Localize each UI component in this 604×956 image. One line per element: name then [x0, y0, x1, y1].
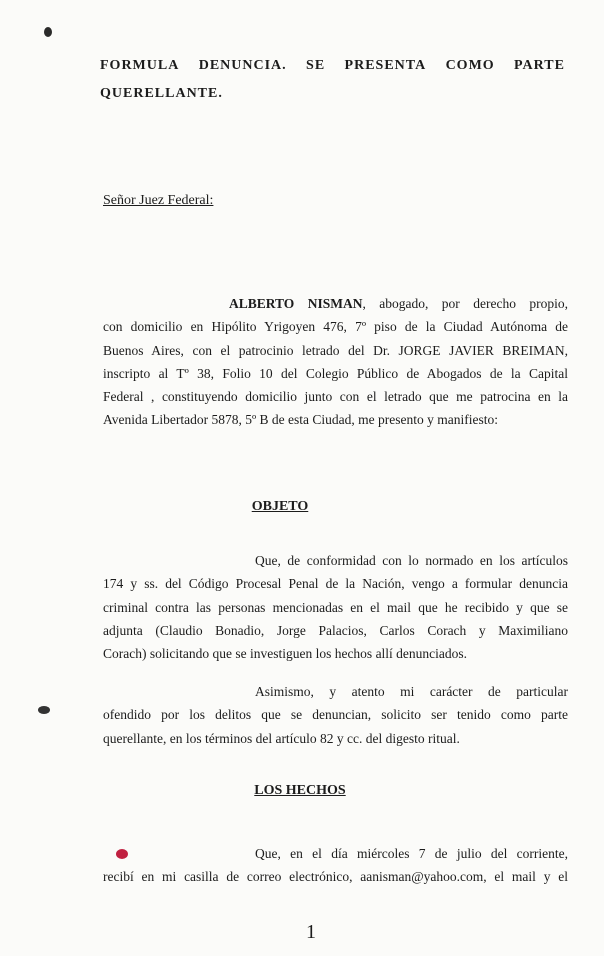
title-word: DENUNCIA. — [198, 58, 287, 73]
hechos-paragraph-1 — [103, 842, 568, 889]
hechos-line: Que, en el día miércoles 7 de julio del corriente, — [255, 846, 568, 861]
intro-text: , abogado, por derecho propio, — [362, 296, 568, 311]
objeto-paragraph-2 — [103, 680, 568, 750]
intro-line — [103, 292, 568, 315]
objeto-line: ofendido por los delitos que se denuncian, solicito ser tenido como parte — [103, 707, 568, 723]
intro-line: Avenida Libertador 5878, 5º B de esta Ciudad, me presento y manifiesto: — [103, 412, 498, 428]
title-line-2: QUERELLANTE. — [100, 86, 223, 101]
objeto-line: Asimismo, y atento mi carácter de particular — [255, 684, 568, 699]
objeto-paragraph-1 — [103, 549, 568, 665]
scan-speck — [38, 706, 50, 714]
intro-line: Federal , constituyendo domicilio junto con el letrado que me patrocina en la — [103, 389, 568, 405]
title-word: COMO — [445, 58, 495, 73]
title-word: SE — [306, 58, 326, 73]
title-word: PRESENTA — [344, 58, 427, 73]
title-word: PARTE — [514, 58, 565, 73]
intro-line: inscripto al Tº 38, Folio 10 del Colegio Público de Abogados de la Capital — [103, 365, 568, 381]
objeto-line: Que, de conformidad con lo normado en los artículos — [255, 553, 568, 568]
addressee: Señor Juez Federal: — [103, 193, 214, 208]
objeto-line: adjunta (Claudio Bonadio, Jorge Palacios, Carlos Corach y Maximiliano — [103, 622, 568, 638]
intro-paragraph — [103, 292, 568, 432]
objeto-line: criminal contra las personas mencionadas en el mail que he recibido y que se — [103, 599, 568, 615]
intro-line: Buenos Aires, con el patrocinio letrado del Dr. JORGE JAVIER BREIMAN, — [103, 342, 568, 358]
title-word: FORMULA — [100, 58, 180, 73]
title-line-1 — [100, 58, 565, 74]
section-heading-objeto: OBJETO — [251, 499, 309, 514]
objeto-line: Corach) solicitando que se investiguen los hechos allí denunciados. — [103, 646, 468, 662]
document-title — [100, 58, 565, 102]
hechos-line: recibí en mi casilla de correo electrónico, aanisman@yahoo.com, el mail y el — [103, 869, 568, 885]
complainant-name: ALBERTO NISMAN — [229, 296, 363, 311]
page-number: 1 — [306, 921, 316, 943]
scan-speck — [44, 27, 52, 37]
section-heading-hechos: LOS HECHOS — [254, 783, 346, 798]
objeto-line: querellante, en los términos del artículo 82 y cc. del digesto ritual. — [103, 730, 460, 746]
intro-line: con domicilio en Hipólito Yrigoyen 476, 7º piso de la Ciudad Autónoma de — [103, 319, 568, 335]
objeto-line: 174 y ss. del Código Procesal Penal de la Nación, vengo a formular denuncia — [103, 576, 568, 592]
